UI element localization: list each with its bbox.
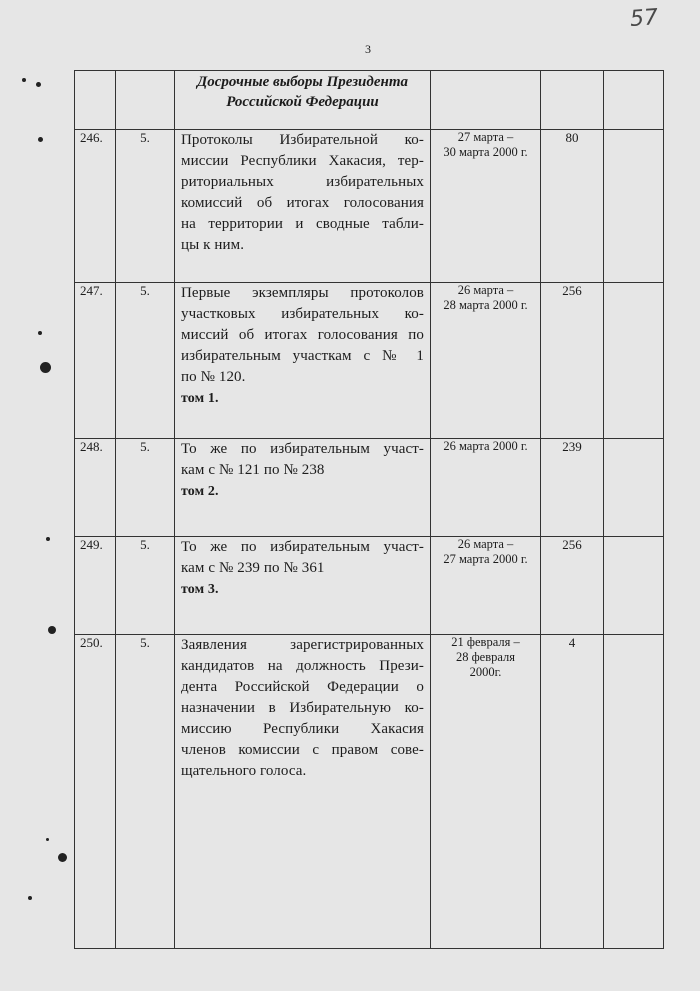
section-title-line: Досрочные выборы Президента [196, 74, 408, 90]
item-title-line: участковых избирательных ко- [181, 306, 424, 322]
item-title-line: по № 120. [181, 369, 246, 385]
date-line: 27 марта 2000 г. [443, 552, 528, 566]
item-title-line: на территории и сводные табли- [181, 216, 424, 232]
table-cell [604, 71, 664, 129]
punch-hole-mark [40, 362, 51, 373]
item-number: 250. [75, 634, 116, 948]
item-title-line: назначении в Избирательную ко- [181, 700, 424, 716]
punch-hole-mark [46, 838, 49, 841]
volume-label: том 2. [181, 484, 219, 499]
item-number: 247. [75, 282, 116, 438]
punch-hole-mark [46, 537, 50, 541]
date-line: 21 февраля – [451, 635, 520, 649]
item-title-line: кандидатов на должность Прези- [181, 658, 424, 674]
item-title-line: комиссий об итогах голосования [181, 195, 424, 211]
table-row [75, 634, 664, 949]
punch-hole-mark [38, 331, 42, 335]
item-title [175, 536, 431, 634]
notes-cell [604, 536, 664, 634]
notes-cell [604, 438, 664, 536]
inventory-number: 5. [116, 129, 175, 282]
punch-hole-mark [28, 896, 32, 900]
archive-sheet-number: 57 [629, 5, 659, 32]
volume-label: том 1. [181, 391, 219, 406]
item-title [175, 634, 431, 948]
item-title-line: цы к ним. [181, 237, 245, 253]
item-number: 248. [75, 438, 116, 536]
date-line: 27 марта – [457, 130, 514, 144]
table-row [75, 129, 664, 283]
sheet-count: 256 [541, 282, 604, 438]
sheet-count: 239 [541, 438, 604, 536]
punch-hole-mark [58, 853, 67, 862]
item-title-line: миссий об итогах голосования по [181, 327, 424, 343]
date-line: 26 марта – [457, 537, 514, 551]
table-cell [75, 71, 116, 129]
item-dates [431, 634, 541, 948]
table-row [75, 438, 664, 537]
item-title-line: миссии Республики Хакасия, тер- [181, 153, 424, 169]
item-number: 249. [75, 536, 116, 634]
item-title [175, 438, 431, 536]
date-line: 28 февраля [455, 650, 516, 664]
date-line: 26 марта – [457, 283, 514, 297]
item-dates [431, 536, 541, 634]
notes-cell [604, 282, 664, 438]
inventory-number: 5. [116, 536, 175, 634]
page-number: 3 [365, 42, 371, 56]
item-dates [431, 129, 541, 282]
table-cell [541, 71, 604, 129]
item-title-line: щательного голоса. [181, 763, 307, 779]
date-line: 2000г. [469, 665, 502, 679]
date-line: 26 марта 2000 г. [443, 439, 528, 453]
item-title-line: членов комиссии с правом сове- [181, 742, 424, 758]
punch-hole-mark [48, 626, 56, 634]
item-number: 246. [75, 129, 116, 282]
item-title-line: избирательным участкам с № 1 [181, 348, 424, 364]
item-title-line: дента Российской Федерации о [181, 679, 424, 695]
item-title-line: То же по избирательным участ- [181, 539, 424, 555]
punch-hole-mark [36, 82, 41, 87]
date-line: 30 марта 2000 г. [443, 145, 528, 159]
item-dates [431, 438, 541, 536]
section-title [175, 71, 431, 129]
table-row [75, 282, 664, 439]
item-title-line: Первые экземпляры протоколов [181, 285, 424, 301]
inventory-number: 5. [116, 438, 175, 536]
table-cell [116, 71, 175, 129]
item-title [175, 129, 431, 282]
punch-hole-mark [38, 137, 43, 142]
item-title-line: кам с № 239 по № 361 [181, 560, 325, 576]
inventory-number: 5. [116, 634, 175, 948]
item-title-line: миссию Республики Хакасия [181, 721, 424, 737]
item-title-line: кам с № 121 по № 238 [181, 462, 325, 478]
section-title-line: Российской Федерации [226, 94, 379, 110]
item-title-line: Протоколы Избирательной ко- [181, 132, 424, 148]
section-header-row [75, 71, 664, 130]
item-dates [431, 282, 541, 438]
item-title-line: То же по избирательным участ- [181, 441, 424, 457]
table-row [75, 536, 664, 635]
sheet-count: 80 [541, 129, 604, 282]
table-cell [431, 71, 541, 129]
notes-cell [604, 129, 664, 282]
inventory-number: 5. [116, 282, 175, 438]
inventory-table [74, 70, 664, 949]
item-title [175, 282, 431, 438]
notes-cell [604, 634, 664, 948]
item-title-line: риториальных избирательных [181, 174, 424, 190]
sheet-count: 256 [541, 536, 604, 634]
date-line: 28 марта 2000 г. [443, 298, 528, 312]
item-title-line: Заявления зарегистрированных [181, 637, 424, 653]
volume-label: том 3. [181, 582, 219, 597]
sheet-count: 4 [541, 634, 604, 948]
punch-hole-mark [22, 78, 26, 82]
